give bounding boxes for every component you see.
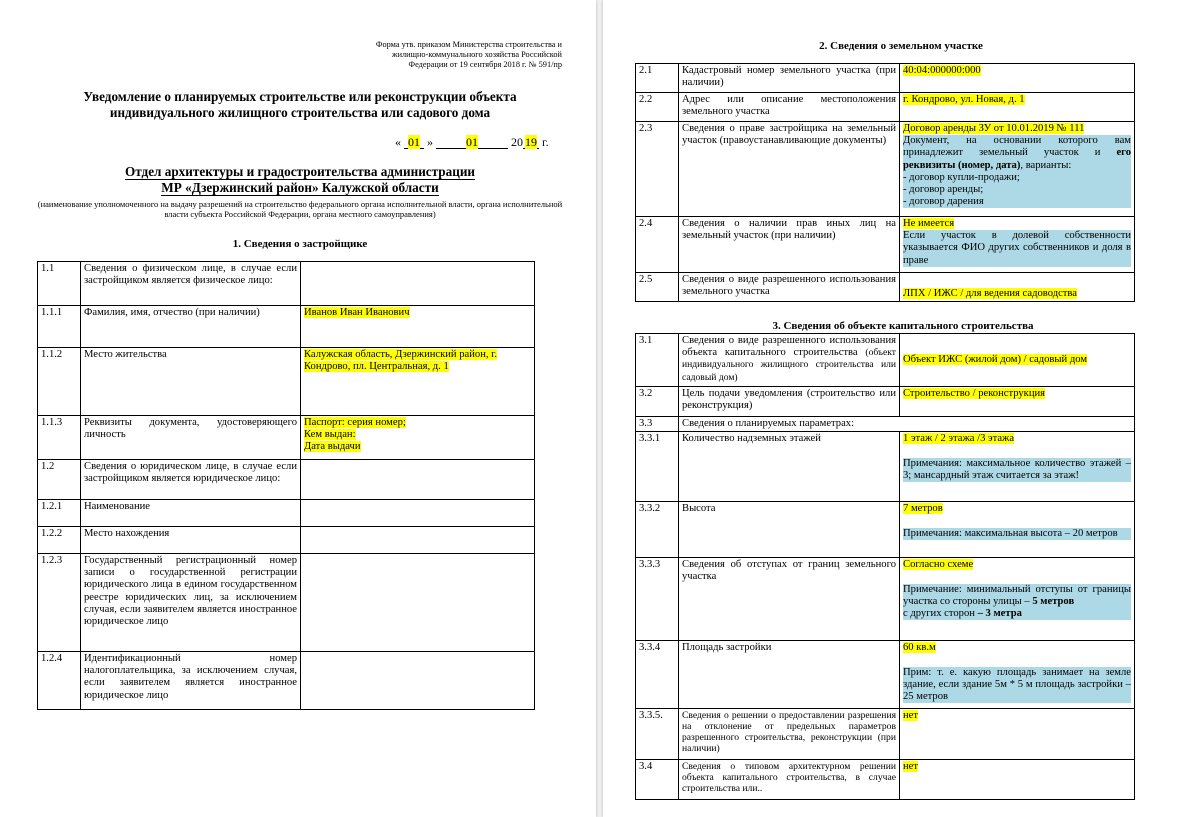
table-row: 3.4 Сведения о типовом архитектурном решении объекта капитального строительства, в случае строительства или.. нет xyxy=(636,760,1135,800)
table-row: 1.1 Сведения о физическом лице, в случае если застройщиком является физическое лицо: xyxy=(38,262,535,306)
value-cell[interactable]: ЛПХ / ИЖС / для ведения садоводства xyxy=(900,273,1135,302)
hint-note: Примечания: максимальная высота – 20 метров xyxy=(903,528,1131,540)
table-row: 3.3.2 Высота 7 метров Примечания: максимальная высота – 20 метров xyxy=(636,502,1135,558)
value-cell[interactable]: Согласно схеме Примечание: минимальный отступы от границы участка со стороны улицы – 5 метров с других сторон – 3 метра xyxy=(900,558,1135,641)
hint-note: Примечание: минимальный отступы от границы участка со стороны улицы – 5 метров с других сторон – 3 метра xyxy=(903,583,1131,620)
hint-note: Прим: т. е. какую площадь занимает на земле здание, если здание 5м * 5 м площадь застройки – 25 метров xyxy=(903,666,1131,703)
land-plot-table xyxy=(635,63,1135,302)
table-row: 2.1 Кадастровый номер земельного участка (при наличии) 40:04:000000:000 xyxy=(636,64,1135,93)
hint-note: Документ, на основании которого вам принадлежит земельный участок и его реквизиты (номер, дата), варианты: - договор купли-продажи; - договор аренды; - договор дарения xyxy=(903,135,1131,208)
value-cell[interactable] xyxy=(301,554,535,652)
table-row: 1.2.3 Государственный регистрационный номер записи о государственной регистрации юридического лица в едином государственном реестре юридических лиц, за исключением случая, если заявителем является иностранное юридическое лицо xyxy=(38,554,535,652)
table-row: 1.1.3 Реквизиты документа, удостоверяющего личность Паспорт: серия номер; Кем выдан: Дата выдачи xyxy=(38,416,535,460)
section-1-title: 1. Сведения о застройщике xyxy=(232,238,368,250)
value-cell[interactable]: Объект ИЖС (жилой дом) / садовый дом xyxy=(900,334,1135,387)
table-row: 1.2.1 Наименование xyxy=(38,500,535,527)
table-row: 1.2 Сведения о юридическом лице, в случае если застройщиком является юридическое лицо: xyxy=(38,460,535,500)
hint-note: Примечания: максимальное количество этажей – 3; мансардный этаж считается за этаж! xyxy=(903,457,1131,481)
table-row: 1.2.4 Идентификационный номер налогоплательщика, за исключением случая, если заявителем является иностранное юридическое лицо xyxy=(38,652,535,710)
table-row: 1.1.2 Место жительства Калужская область, Дзержинский район, г. Кондрово, пл. Центральная, д. 1 xyxy=(38,348,535,416)
value-cell[interactable]: 60 кв.м Прим: т. е. какую площадь занимает на земле здание, если здание 5м * 5 м площадь застройки – 25 метров xyxy=(900,641,1135,709)
value-cell[interactable]: 40:04:000000:000 xyxy=(900,64,1135,93)
value-cell[interactable] xyxy=(301,262,535,306)
form-approval-note: Форма утв. приказом Министерства строительства и жилищно-коммунального хозяйства Российской Федерации от 19 сентября 2018 г. № 591/пр xyxy=(375,40,562,69)
table-row: 2.2 Адрес или описание местоположения земельного участка г. Кондрово, ул. Новая, д. 1 xyxy=(636,93,1135,122)
value-cell[interactable]: 1 этаж / 2 этажа /3 этажа Примечания: максимальное количество этажей – 3; мансардный этаж считается за этаж! xyxy=(900,432,1135,502)
table-row: 1.2.2 Место нахождения xyxy=(38,527,535,554)
table-row: 2.3 Сведения о праве застройщика на земельный участок (правоустанавливающие документы) Договор аренды ЗУ от 10.01.2019 № 111 Документ, на основании которого вам принадлежит земельный участок и его реквизиты (номер, дата), варианты: - договор купли-продажи; - договор аренды; - договор дарения xyxy=(636,122,1135,217)
value-cell[interactable] xyxy=(301,652,535,710)
table-row: 1.1.1 Фамилия, имя, отчество (при наличии) Иванов Иван Иванович xyxy=(38,306,535,348)
date-day: 01 xyxy=(408,135,420,149)
authority-hint: (наименование уполномоченного на выдачу разрешений на строительство федерального органа исполнительной власти, органа исполнительной власти субъекта Российской Федерации, органа местного самоуправления) xyxy=(37,199,563,219)
value-cell[interactable] xyxy=(301,460,535,500)
value-cell[interactable]: Не имеется Если участок в долевой собственности указывается ФИО других собственников и доля в праве xyxy=(900,217,1135,273)
document-page-2 xyxy=(603,0,1199,817)
date-line: « 01 » 01 20 19 г. xyxy=(395,135,549,149)
date-month: 01 xyxy=(466,135,478,149)
value-cell[interactable]: Калужская область, Дзержинский район, г. Кондрово, пл. Центральная, д. 1 xyxy=(301,348,535,416)
document-title: Уведомление о планируемых строительстве или реконструкции объекта индивидуального жилищного строительства или садового дома xyxy=(83,89,517,120)
table-row: 3.3.1 Количество надземных этажей 1 этаж / 2 этажа /3 этажа Примечания: максимальное количество этажей – 3; мансардный этаж считается за этаж! xyxy=(636,432,1135,502)
value-cell[interactable]: Паспорт: серия номер; Кем выдан: Дата выдачи xyxy=(301,416,535,460)
value-cell[interactable]: Иванов Иван Иванович xyxy=(301,306,535,348)
value-cell[interactable]: г. Кондрово, ул. Новая, д. 1 xyxy=(900,93,1135,122)
authority-name: Отдел архитектуры и градостроительства администрации МР «Дзержинский район» Калужской области xyxy=(124,164,476,195)
table-row: 2.4 Сведения о наличии прав иных лиц на земельный участок (при наличии) Не имеется Если участок в долевой собственности указывается ФИО других собственников и доля в праве xyxy=(636,217,1135,273)
value-cell[interactable]: нет xyxy=(900,709,1135,760)
table-row: 3.1 Сведения о виде разрешенного использования объекта капитального строительства (объект индивидуального жилищного строительства или садовый дом) Объект ИЖС (жилой дом) / садовый дом xyxy=(636,334,1135,387)
value-cell[interactable] xyxy=(301,527,535,554)
value-cell[interactable]: Договор аренды ЗУ от 10.01.2019 № 111 Документ, на основании которого вам принадлежит земельный участок и его реквизиты (номер, дата), варианты: - договор купли-продажи; - договор аренды; - договор дарения xyxy=(900,122,1135,217)
table-row: 3.3 Сведения о планируемых параметрах: xyxy=(636,417,1135,432)
document-page-1 xyxy=(0,0,596,817)
table-row: 3.3.5. Сведения о решении о предоставлении разрешения на отклонение от предельных параметров разрешенного строительства, реконструкции (при наличии) нет xyxy=(636,709,1135,760)
value-cell[interactable]: нет xyxy=(900,760,1135,800)
table-row: 2.5 Сведения о виде разрешенного использования земельного участка ЛПХ / ИЖС / для ведения садоводства xyxy=(636,273,1135,302)
applicant-table xyxy=(37,261,535,710)
date-year: 19 xyxy=(525,135,537,149)
value-cell[interactable] xyxy=(301,500,535,527)
table-row: 3.3.3 Сведения об отступах от границ земельного участка Согласно схеме Примечание: минимальный отступы от границы участка со стороны улицы – 5 метров с других сторон – 3 метра xyxy=(636,558,1135,641)
building-table xyxy=(635,333,1135,800)
section-2-title: 2. Сведения о земельном участке xyxy=(819,40,983,52)
section-3-title: 3. Сведения об объекте капитального строительства xyxy=(772,320,1034,332)
table-row: 3.2 Цель подачи уведомления (строительство или реконструкция) Строительство / реконструкция xyxy=(636,387,1135,417)
value-cell[interactable]: 7 метров Примечания: максимальная высота – 20 метров xyxy=(900,502,1135,558)
table-row: 3.3.4 Площадь застройки 60 кв.м Прим: т. е. какую площадь занимает на земле здание, если здание 5м * 5 м площадь застройки – 25 метров xyxy=(636,641,1135,709)
hint-note: Если участок в долевой собственности указывается ФИО других собственников и доля в праве xyxy=(903,230,1131,266)
value-cell[interactable]: Строительство / реконструкция xyxy=(900,387,1135,417)
